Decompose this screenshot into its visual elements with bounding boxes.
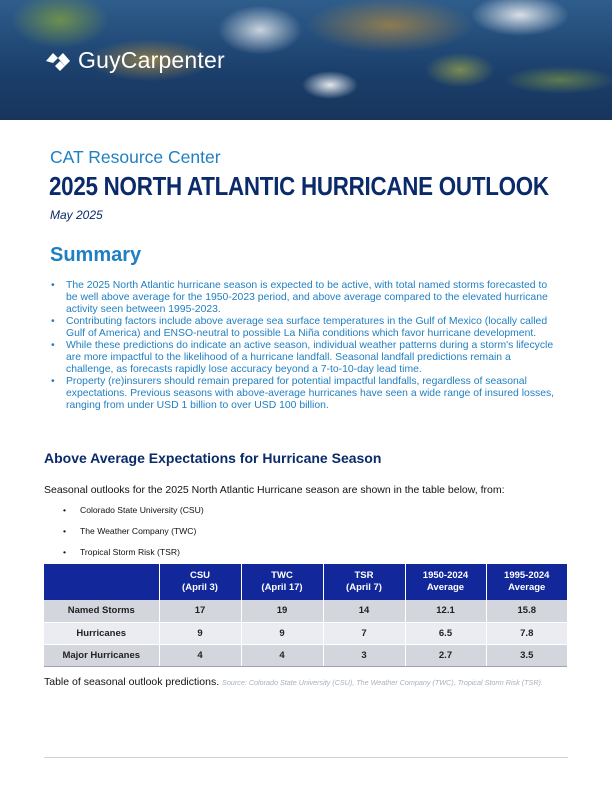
table-caption [44, 677, 564, 688]
summary-bullet: • While these predictions do indicate an active season, individual weather patterns during a storm's lifecycle are more impactful to the likelihood of a hurricane landfall. Seasonal landfall predictions remain a challenge, as forecasts rapidly lose accuracy beyond a 7-to-10-day lead time. [50, 340, 560, 376]
resource-center-label: CAT Resource Center [50, 147, 221, 167]
column-header: 1950-2024 Average [405, 564, 486, 600]
table-cell: 2.7 [405, 644, 486, 666]
source-item: • The Weather Company (TWC) [63, 526, 204, 547]
table-cell: 3.5 [486, 644, 567, 666]
caption-source: Source: Colorado State University (CSU), The Weather Company (TWC), Tropical Storm Risk (TSR). [222, 678, 543, 687]
summary-bullet: • Contributing factors include above average sea surface temperatures in the Gulf of Mexico (locally called Gulf of America) and ENSO-neutral to possible La Niña conditions which favor hurricane development. [50, 316, 560, 340]
summary-bullet: • Property (re)insurers should remain prepared for potential impactful landfalls, regardless of seasonal expectations. Previous seasons with above-average hurricanes have seen a wide range of insured losses, ranging from under USD 1 billion to over USD 100 billion. [50, 376, 560, 412]
table-cell: 17 [159, 600, 241, 622]
logo-mark-icon [44, 50, 72, 72]
outlook-table [44, 564, 567, 667]
caption-text: Table of seasonal outlook predictions. [44, 676, 220, 688]
header-banner-image [0, 0, 612, 120]
brand-logo [44, 47, 225, 74]
table-cell: 3 [323, 644, 405, 666]
table-cell: 6.5 [405, 622, 486, 644]
table-header-row [44, 564, 567, 600]
table-row [44, 622, 567, 644]
brand-name: GuyCarpenter [78, 47, 225, 73]
column-header [44, 564, 159, 600]
table-row [44, 600, 567, 622]
column-header: TSR (April 7) [323, 564, 405, 600]
table-cell: 7 [323, 622, 405, 644]
page-title: 2025 NORTH ATLANTIC HURRICANE OUTLOOK [49, 171, 549, 201]
source-item: • Colorado State University (CSU) [63, 505, 204, 526]
row-label: Named Storms [44, 600, 159, 622]
table-cell: 4 [241, 644, 323, 666]
summary-list [50, 280, 560, 412]
section-heading: Above Average Expectations for Hurricane Season [44, 450, 382, 466]
column-header: TWC (April 17) [241, 564, 323, 600]
row-label: Hurricanes [44, 622, 159, 644]
table-cell: 15.8 [486, 600, 567, 622]
column-header: 1995-2024 Average [486, 564, 567, 600]
footer-divider [44, 757, 568, 758]
table-cell: 12.1 [405, 600, 486, 622]
table-row [44, 644, 567, 666]
table-cell: 9 [159, 622, 241, 644]
table-cell: 7.8 [486, 622, 567, 644]
table-cell: 9 [241, 622, 323, 644]
source-item: • Tropical Storm Risk (TSR) [63, 547, 204, 568]
section-intro: Seasonal outlooks for the 2025 North Atlantic Hurricane season are shown in the table below, from: [44, 484, 505, 496]
table-cell: 4 [159, 644, 241, 666]
publication-date: May 2025 [50, 208, 103, 222]
summary-bullet: • The 2025 North Atlantic hurricane season is expected to be active, with total named storms forecasted to be well above average for the 1950-2023 period, and above average compared to the elevated hurricane activity seen between 1995-2023. [50, 280, 560, 316]
sources-list [63, 505, 204, 568]
table-cell: 14 [323, 600, 405, 622]
table-cell: 19 [241, 600, 323, 622]
summary-heading: Summary [50, 244, 142, 266]
column-header: CSU (April 3) [159, 564, 241, 600]
row-label: Major Hurricanes [44, 644, 159, 666]
